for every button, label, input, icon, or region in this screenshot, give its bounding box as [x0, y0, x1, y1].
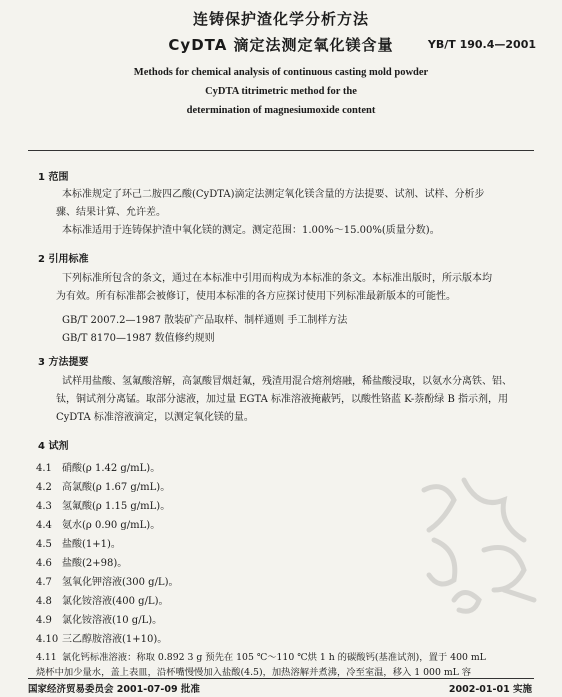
header-divider: [28, 150, 534, 151]
standard-number: YB/T 190.4—2001: [427, 38, 536, 51]
title-chinese-subtitle: CyDTA 滴定法测定氧化镁含量: [168, 36, 394, 54]
section-1-para-2: 本标准适用于连铸保护渣中氧化镁的测定。测定范围：1.00%～15.00%(质量分数)。: [62, 225, 440, 236]
reagent-item: 4.3 氢氟酸(ρ 1.15 g/mL)。: [36, 501, 171, 512]
reagent-item: 4.7 氢氧化钾溶液(300 g/L)。: [36, 577, 179, 588]
seal-watermark-icon: [404, 460, 554, 630]
reference-2: GB/T 8170—1987 数值修约规则: [62, 333, 215, 344]
reference-1: GB/T 2007.2—1987 散装矿产品取样、制样通则 手工制样方法: [62, 315, 348, 326]
section-3-para-b: 钛，铜试剂分离锰。取部分滤液，加过量 EGTA 标准溶液掩蔽钙，以酸性铬蓝 K-萘酚绿 B 指示剂，用: [56, 394, 508, 405]
title-chinese: 连铸保护渣化学分析方法: [192, 10, 369, 28]
section-2-heading: 2 引用标准: [38, 254, 89, 265]
section-2-para-1a: 下列标准所包含的条文，通过在本标准中引用而构成为本标准的条文。本标准出版时，所示版本均: [62, 273, 492, 284]
footer-divider: [28, 678, 534, 679]
section-1-heading: 1 范围: [38, 172, 69, 183]
section-1-para-1b: 骤、结果计算、允许差。: [56, 207, 166, 218]
reagent-item: 4.6 盐酸(2+98)。: [36, 558, 128, 569]
title-english-line3: determination of magnesiumoxide content: [186, 105, 376, 116]
section-3-para-c: CyDTA 标准溶液滴定，以测定氧化镁的量。: [56, 412, 254, 423]
implementation-date: 2002-01-01 实施: [448, 684, 532, 695]
title-english-line2: CyDTA titrimetric method for the: [205, 86, 357, 97]
reagent-item: 4.5 盐酸(1+1)。: [36, 539, 121, 550]
section-1-para-1a: 本标准规定了环己二胺四乙酸(CyDTA)滴定法测定氧化镁含量的方法提要、试剂、试样、分析步: [62, 189, 485, 200]
reagent-item-4-11-cont: 烧杯中加少量水，盖上表皿，沿杯嘴慢慢加入盐酸(4.5)，加热溶解并煮沸，冷至室温，移入 1 000 mL 容: [36, 667, 472, 678]
section-3-heading: 3 方法提要: [38, 357, 89, 368]
title-english-line1: Methods for chemical analysis of continuous casting mold powder: [133, 67, 429, 78]
reagent-item: 4.8 氯化铵溶液(400 g/L)。: [36, 596, 169, 607]
reagent-item: 4.10 三乙醇胺溶液(1+10)。: [36, 634, 168, 645]
approval-date: 国家经济贸易委员会 2001-07-09 批准: [28, 684, 200, 695]
section-2-para-1b: 为有效。所有标准都会被修订，使用本标准的各方应探讨使用下列标准最新版本的可能性。: [56, 291, 456, 302]
reagent-item-4-11: 4.11 氯化钙标准溶液：称取 0.892 3 g 预先在 105 ℃～110 ℃烘 1 h 的碳酸钙(基准试剂)，置于 400 mL: [36, 652, 486, 663]
reagent-item: 4.2 高氯酸(ρ 1.67 g/mL)。: [36, 482, 171, 493]
section-4-heading: 4 试剂: [38, 441, 69, 452]
reagent-item: 4.9 氯化铵溶液(10 g/L)。: [36, 615, 163, 626]
reagent-item: 4.1 硝酸(ρ 1.42 g/mL)。: [36, 463, 161, 474]
reagent-item: 4.4 氨水(ρ 0.90 g/mL)。: [36, 520, 161, 531]
section-3-para-a: 试样用盐酸、氢氟酸溶解，高氯酸冒烟赶氟，残渣用混合熔剂熔融，稀盐酸浸取，以氨水分离铁、铝、: [62, 376, 512, 387]
